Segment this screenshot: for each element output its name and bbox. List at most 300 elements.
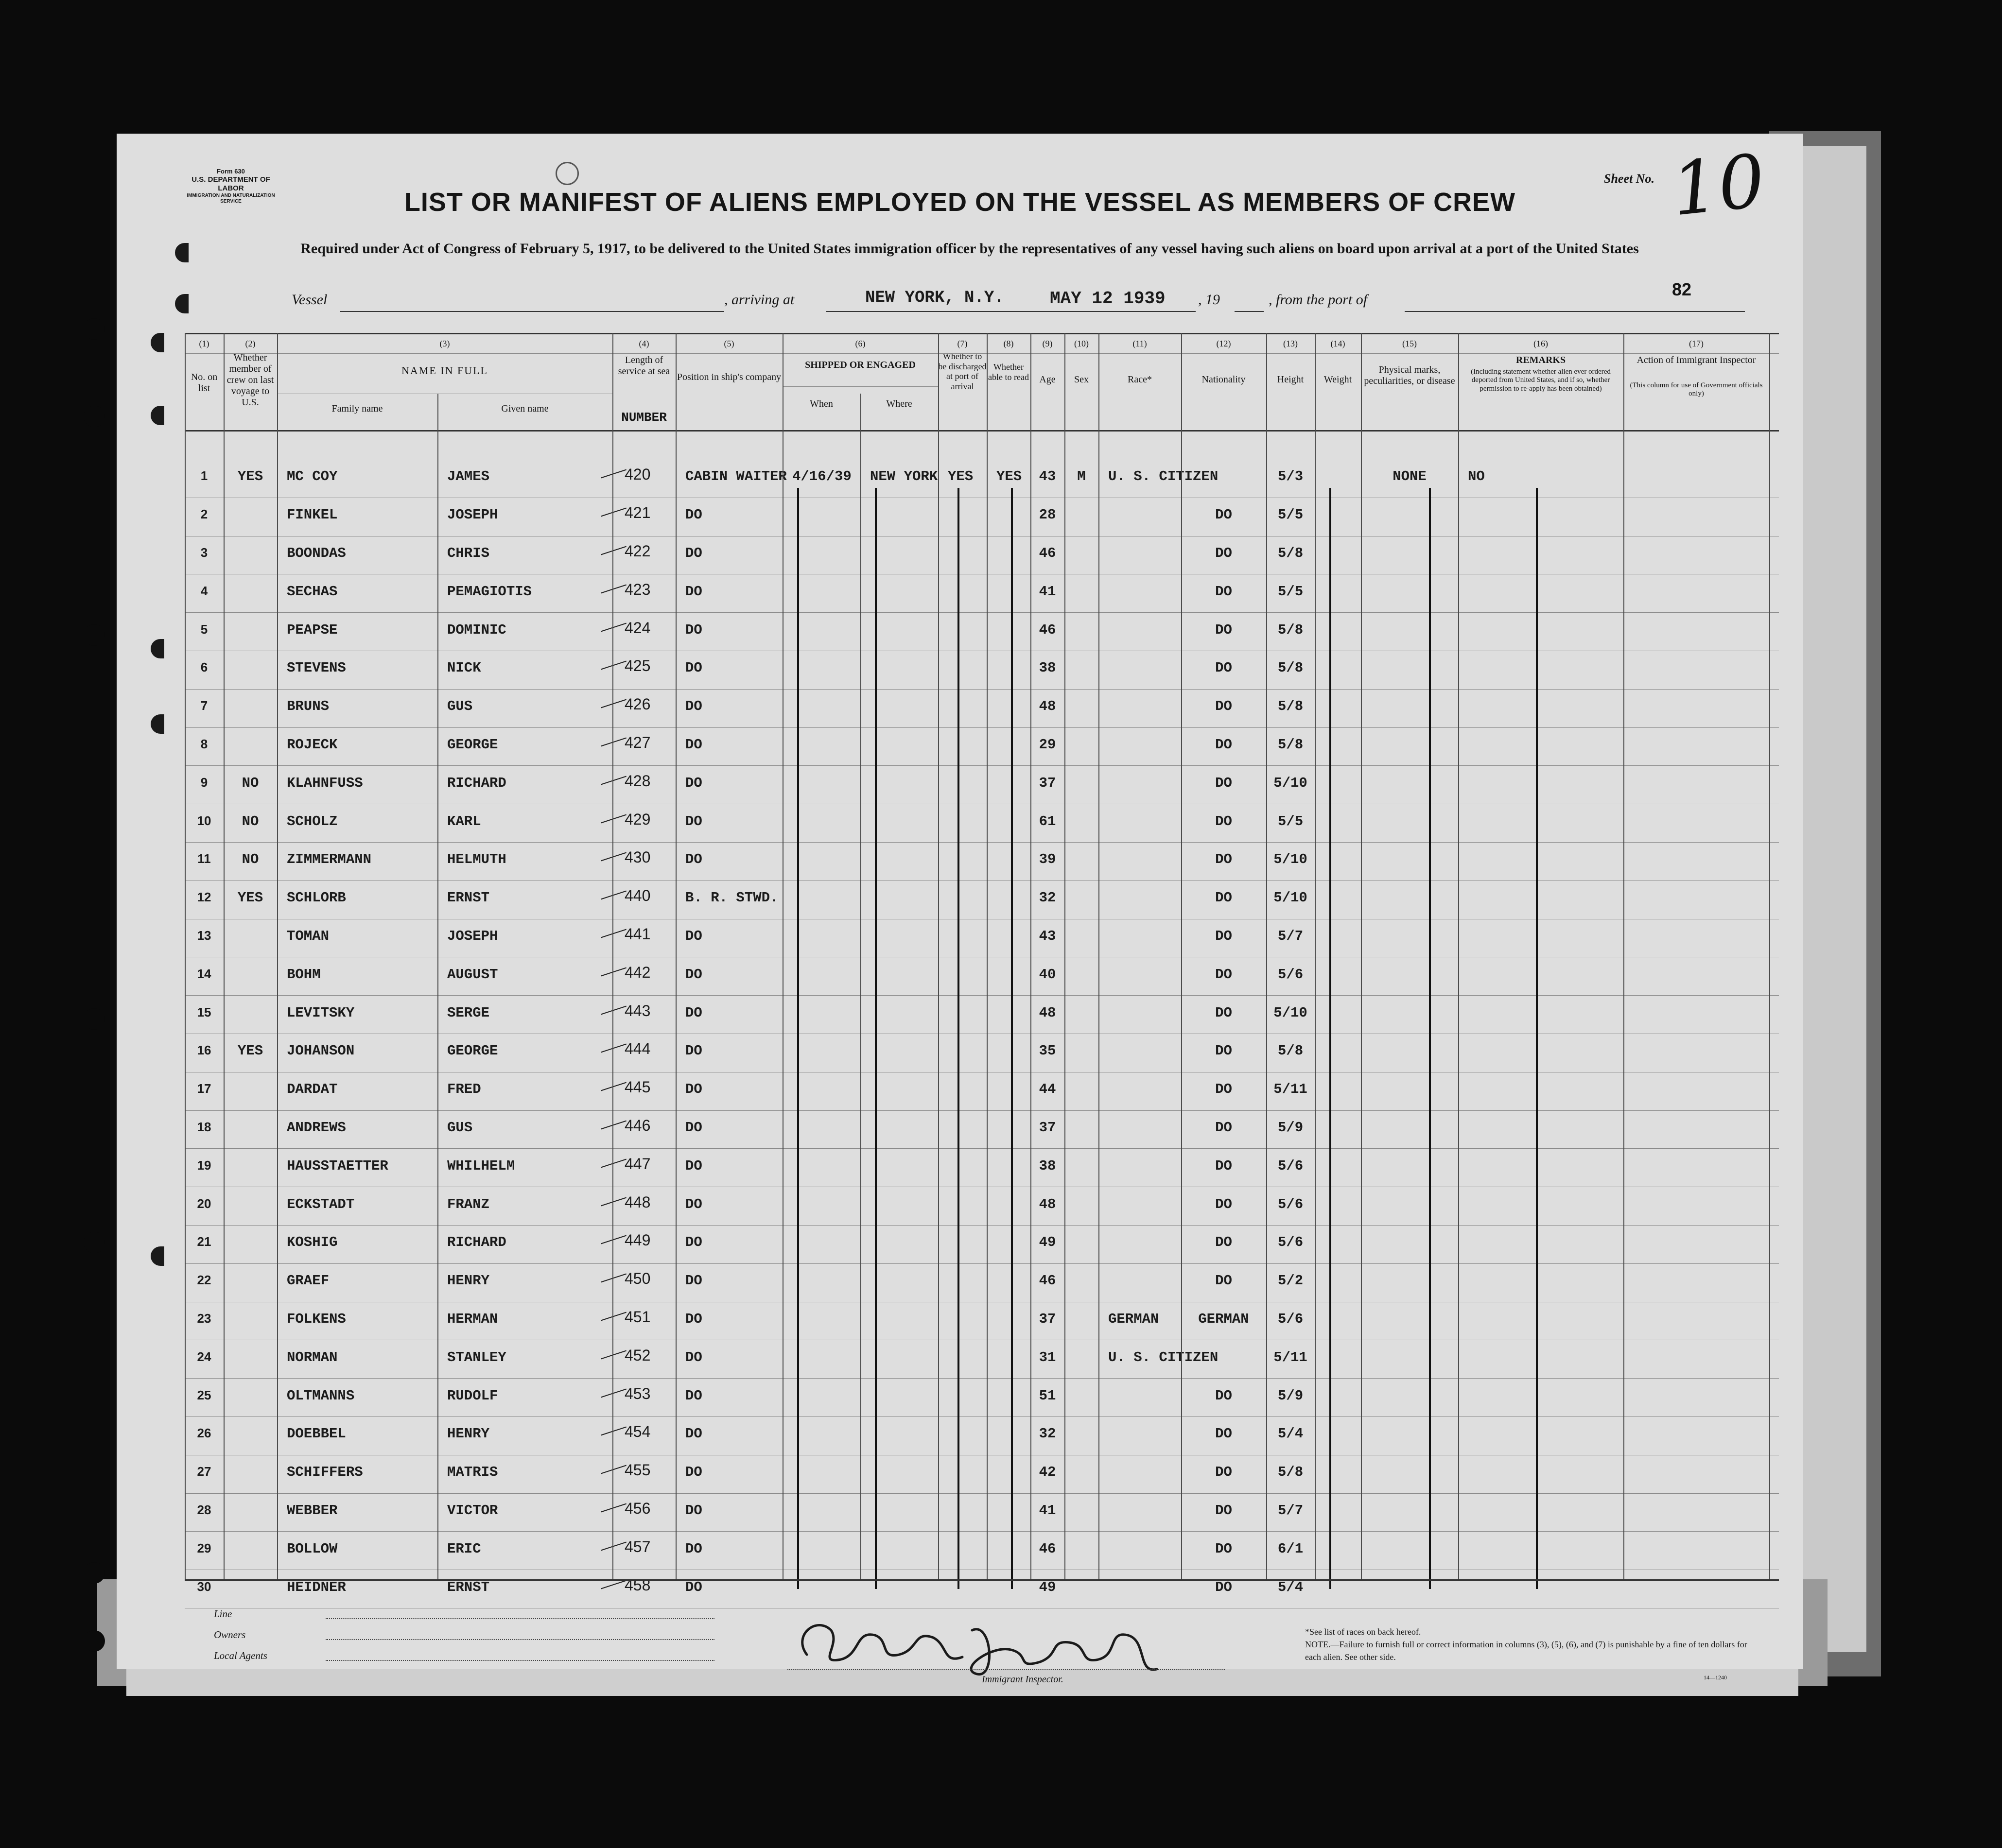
nationality: DO: [1215, 507, 1232, 523]
check-mark-icon: [601, 1580, 627, 1589]
service-number: 428: [625, 772, 651, 790]
column-rule: [860, 394, 861, 1579]
check-mark-icon: [601, 1235, 627, 1244]
sheet-label: Sheet No.: [1604, 172, 1654, 186]
position: DO: [685, 1540, 702, 1557]
row-number: 13: [197, 928, 211, 943]
shipped-where-header: Where: [886, 398, 912, 409]
height: 5/5: [1277, 583, 1304, 600]
family-name: SECHAS: [287, 583, 338, 600]
age: 31: [1039, 1349, 1056, 1365]
position: DO: [685, 1157, 702, 1174]
discharged: YES: [948, 468, 974, 485]
check-mark-icon: [601, 1274, 627, 1283]
age: 48: [1039, 1004, 1056, 1021]
given-name: PEMAGIOTIS: [447, 583, 532, 600]
ditto-stroke: [1329, 488, 1331, 1589]
service-number: 421: [625, 504, 651, 522]
shipped-when: 4/16/39: [792, 468, 852, 485]
position: DO: [685, 851, 702, 868]
family-name: HEIDNER: [287, 1579, 346, 1595]
row-rule: [185, 727, 1779, 728]
position: DO: [685, 928, 702, 944]
check-mark-icon: [601, 1427, 627, 1436]
family-name: FOLKENS: [287, 1311, 346, 1327]
vessel-underline: [340, 311, 724, 312]
col-16-number: (16): [1533, 339, 1548, 348]
service-number: 453: [625, 1384, 651, 1402]
year-underline: [1235, 311, 1264, 312]
given-name: AUGUST: [447, 966, 498, 983]
age: 37: [1039, 1120, 1056, 1136]
manifest-page: [117, 134, 1803, 1685]
punch-hole: [84, 1008, 105, 1030]
given-name: FRANZ: [447, 1196, 490, 1212]
col-11-header: Race*: [1128, 374, 1152, 385]
check-mark-icon: [601, 1044, 627, 1053]
column-rule: [987, 333, 988, 1579]
row-rule: [185, 1225, 1779, 1226]
row-number: 21: [197, 1234, 211, 1249]
nationality: DO: [1215, 1387, 1232, 1404]
height: 5/8: [1277, 698, 1304, 715]
remarks: NO: [1468, 468, 1485, 485]
age: 46: [1039, 622, 1056, 638]
row-number: 22: [197, 1273, 211, 1288]
service-number: 449: [625, 1231, 651, 1249]
service-number: 427: [625, 734, 651, 751]
given-name: MATRIS: [447, 1464, 498, 1481]
position: DO: [685, 660, 702, 676]
age: 43: [1039, 468, 1056, 485]
nationality: DO: [1215, 622, 1232, 638]
column-rule: [1064, 333, 1065, 1579]
position: DO: [685, 1311, 702, 1327]
height: 5/6: [1277, 1234, 1304, 1251]
position: DO: [685, 1081, 702, 1098]
family-name: TOMAN: [287, 928, 330, 944]
check-mark-icon: [601, 852, 627, 862]
height: 5/5: [1277, 507, 1304, 523]
family-name: PEAPSE: [287, 622, 338, 638]
col-4-number: (4): [639, 339, 649, 348]
crew-last-voyage: NO: [242, 775, 259, 791]
col-15-number: (15): [1402, 339, 1417, 348]
position: DO: [685, 737, 702, 753]
circle-mark-icon: [556, 162, 579, 185]
check-mark-icon: [601, 929, 627, 938]
age: 46: [1039, 1273, 1056, 1289]
position: DO: [685, 1464, 702, 1481]
given-name: ERNST: [447, 1579, 490, 1595]
col-6-number: (6): [855, 339, 866, 348]
column-rule: [1030, 333, 1031, 1579]
check-mark-icon: [601, 508, 627, 517]
check-mark-icon: [601, 967, 627, 976]
manifest-table: [185, 333, 1779, 1595]
column-rule: [437, 394, 438, 1579]
crew-last-voyage: YES: [237, 468, 263, 485]
height: 5/8: [1277, 1043, 1304, 1059]
column-rule: [612, 333, 613, 1579]
position: DO: [685, 545, 702, 561]
age: 41: [1039, 1503, 1056, 1519]
height: 5/10: [1273, 851, 1307, 868]
position: DO: [685, 1120, 702, 1136]
nationality: DO: [1215, 813, 1232, 829]
row-number: 1: [200, 468, 208, 484]
binding-hole-icon: [151, 406, 164, 425]
check-mark-icon: [601, 891, 627, 900]
given-name: ERNST: [447, 890, 490, 906]
age: 42: [1039, 1464, 1056, 1481]
line-label: Line: [214, 1608, 232, 1620]
position: DO: [685, 507, 702, 523]
nationality: DO: [1215, 890, 1232, 906]
vessel-label: Vessel: [292, 292, 328, 308]
row-rule: [185, 612, 1779, 613]
height: 5/8: [1277, 737, 1304, 753]
check-mark-icon: [601, 1197, 627, 1206]
able-to-read: YES: [996, 468, 1022, 485]
header-rule: [185, 353, 1779, 354]
given-name: WHILHELM: [447, 1157, 515, 1174]
signature-underline: [787, 1669, 1225, 1670]
service-number: 447: [625, 1155, 651, 1173]
age: 41: [1039, 583, 1056, 600]
given-name: RICHARD: [447, 1234, 506, 1251]
age: 32: [1039, 890, 1056, 906]
age: 37: [1039, 1311, 1056, 1327]
sex: M: [1077, 468, 1086, 485]
position: DO: [685, 813, 702, 829]
department-name: U.S. DEPARTMENT OF LABOR: [191, 175, 270, 192]
given-name: HELMUTH: [447, 851, 506, 868]
col-10-number: (10): [1074, 339, 1089, 348]
age: 35: [1039, 1043, 1056, 1059]
given-name: JAMES: [447, 468, 490, 485]
column-rule: [1266, 333, 1267, 1579]
check-mark-icon: [601, 738, 627, 747]
row-number: 18: [197, 1120, 211, 1134]
position: CABIN WAITER: [685, 468, 787, 485]
nationality: DO: [1215, 1503, 1232, 1519]
service-number: 444: [625, 1040, 651, 1058]
column-rule: [1769, 333, 1770, 1579]
service-name: IMMIGRATION AND NATURALIZATION SERVICE: [187, 192, 275, 204]
row-number: 27: [197, 1464, 211, 1479]
col-17-subheader: (This column for use of Government officials only): [1630, 381, 1763, 398]
age: 46: [1039, 545, 1056, 561]
row-rule: [185, 1148, 1779, 1149]
height: 5/8: [1277, 660, 1304, 676]
col-4-header: Length of service at sea: [618, 355, 670, 377]
ditto-stroke: [957, 488, 959, 1589]
binding-hole-icon: [151, 639, 164, 658]
family-name: MC COY: [287, 468, 338, 485]
check-mark-icon: [601, 1082, 627, 1091]
col-11-number: (11): [1132, 339, 1147, 348]
row-rule: [185, 1378, 1779, 1379]
arriving-port: NEW YORK, N.Y.: [865, 289, 1004, 307]
footer-note: [1305, 1625, 1762, 1663]
family-name: STEVENS: [287, 660, 346, 676]
nationality: DO: [1215, 1464, 1232, 1481]
ditto-stroke: [1536, 488, 1538, 1589]
punch-hole: [84, 318, 105, 340]
ditto-stroke: [875, 488, 877, 1589]
family-name: BOHM: [287, 966, 321, 983]
date-underline: [1030, 311, 1196, 312]
punch-hole: [84, 406, 105, 427]
binding-hole-icon: [175, 294, 189, 313]
backing-sheet-edge: [1798, 146, 1866, 1652]
age: 37: [1039, 775, 1056, 791]
column-rule: [224, 333, 225, 1579]
age: 61: [1039, 813, 1056, 829]
family-name: LEVITSKY: [287, 1004, 355, 1021]
position: DO: [685, 698, 702, 715]
col-16-subheader: (Including statement whether alien ever ordered deported from United States, and if so, whether permission to re-apply has been obtained): [1471, 368, 1611, 393]
local-agents-label: Local Agents: [214, 1650, 267, 1662]
row-number: 25: [197, 1387, 211, 1402]
given-name-header: Given name: [501, 403, 549, 414]
nationality: DO: [1215, 1540, 1232, 1557]
row-number: 10: [197, 813, 211, 828]
family-name: DARDAT: [287, 1081, 338, 1098]
col-1-number: (1): [199, 339, 209, 348]
punch-hole: [84, 1630, 105, 1652]
given-name: DOMINIC: [447, 622, 506, 638]
row-number: 11: [197, 851, 211, 866]
service-number: 443: [625, 1002, 651, 1019]
age: 29: [1039, 737, 1056, 753]
penalty-note: NOTE.—Failure to furnish full or correct information in columns (3), (5), (6), and (7) is punishable by a fine of ten dollars for each alien. See other side.: [1305, 1640, 1747, 1662]
position: DO: [685, 775, 702, 791]
height: 5/8: [1277, 545, 1304, 561]
height: 5/10: [1273, 890, 1307, 906]
service-number: 446: [625, 1117, 651, 1134]
check-mark-icon: [601, 1503, 627, 1513]
row-number: 12: [197, 890, 211, 905]
family-name: GRAEF: [287, 1273, 330, 1289]
nationality: DO: [1215, 1196, 1232, 1212]
race: U. S. CITIZEN: [1108, 468, 1219, 485]
col-9-number: (9): [1042, 339, 1053, 348]
service-number: 450: [625, 1270, 651, 1288]
age: 49: [1039, 1579, 1056, 1595]
col-9-header: Age: [1039, 374, 1056, 385]
arriving-label: , arriving at: [724, 292, 795, 308]
age: 28: [1039, 507, 1056, 523]
binding-hole-icon: [175, 243, 189, 262]
check-mark-icon: [601, 699, 627, 708]
row-rule: [185, 1416, 1779, 1417]
service-number: 452: [625, 1346, 651, 1364]
service-number: 429: [625, 810, 651, 828]
height: 5/9: [1277, 1120, 1304, 1136]
from-port-underline: [1405, 311, 1745, 312]
row-number: 5: [200, 622, 208, 637]
col-3-header: NAME IN FULL: [401, 364, 488, 377]
inspector-label: Immigrant Inspector.: [982, 1674, 1063, 1685]
service-number: 440: [625, 887, 651, 905]
check-mark-icon: [601, 469, 627, 479]
page-title: LIST OR MANIFEST OF ALIENS EMPLOYED ON THE VESSEL AS MEMBERS OF CREW: [404, 188, 1516, 217]
row-number: 23: [197, 1311, 211, 1326]
col-2-number: (2): [245, 339, 256, 348]
table-top-rule: [185, 333, 1779, 334]
check-mark-icon: [601, 776, 627, 785]
given-name: FRED: [447, 1081, 481, 1098]
age: 38: [1039, 1157, 1056, 1174]
col-6-header: SHIPPED OR ENGAGED: [805, 360, 916, 370]
row-number: 20: [197, 1196, 211, 1211]
service-number: 455: [625, 1461, 651, 1479]
column-rule: [1361, 333, 1362, 1579]
given-name: KARL: [447, 813, 481, 829]
given-name: JOSEPH: [447, 507, 498, 523]
col-15-header: Physical marks, peculiarities, or disease: [1364, 364, 1455, 386]
shipped-subheader-rule: [783, 386, 938, 387]
ditto-stroke: [1429, 488, 1431, 1589]
service-number: 457: [625, 1537, 651, 1555]
position: DO: [685, 1004, 702, 1021]
given-name: GUS: [447, 698, 473, 715]
race-note: *See list of races on back hereof.: [1305, 1627, 1421, 1637]
nationality: DO: [1215, 928, 1232, 944]
table-bottom-rule: [185, 1579, 1779, 1581]
family-name: KOSHIG: [287, 1234, 338, 1251]
nationality: DO: [1215, 583, 1232, 600]
family-name: BOONDAS: [287, 545, 346, 561]
row-number: 26: [197, 1426, 211, 1441]
service-number: 422: [625, 542, 651, 560]
check-mark-icon: [601, 1121, 627, 1130]
owners-underline: [326, 1639, 714, 1640]
page-subtitle: Required under Act of Congress of February 5, 1917, to be delivered to the United States immigration officer by the representatives of any vessel having such aliens on board upon arrival at a port of the United States: [300, 241, 1639, 257]
check-mark-icon: [601, 1312, 627, 1321]
row-rule: [185, 689, 1779, 690]
service-number: 441: [625, 925, 651, 943]
family-name: FINKEL: [287, 507, 338, 523]
check-mark-icon: [601, 661, 627, 670]
height: 5/11: [1273, 1081, 1307, 1098]
row-number: 2: [200, 507, 208, 522]
family-name: SCHOLZ: [287, 813, 338, 829]
row-number: 24: [197, 1349, 211, 1364]
nationality: DO: [1215, 1043, 1232, 1059]
position: DO: [685, 1387, 702, 1404]
check-mark-icon: [601, 622, 627, 632]
agents-underline: [326, 1660, 714, 1661]
col-13-header: Height: [1277, 374, 1304, 385]
row-rule: [185, 765, 1779, 766]
position: DO: [685, 1273, 702, 1289]
nationality: DO: [1215, 1081, 1232, 1098]
given-name: RICHARD: [447, 775, 506, 791]
ditto-stroke: [797, 488, 799, 1589]
row-rule: [185, 1493, 1779, 1494]
column-rule: [1458, 333, 1459, 1579]
service-number: 426: [625, 695, 651, 713]
height: 5/2: [1277, 1273, 1304, 1289]
family-name: KLAHNFUSS: [287, 775, 363, 791]
column-rule: [1181, 333, 1182, 1579]
family-name: SCHIFFERS: [287, 1464, 363, 1481]
row-number: 28: [197, 1503, 211, 1517]
row-number: 17: [197, 1081, 211, 1096]
height: 5/6: [1277, 1196, 1304, 1212]
check-mark-icon: [601, 1005, 627, 1015]
position: DO: [685, 966, 702, 983]
family-name: OLTMANNS: [287, 1387, 355, 1404]
nationality: DO: [1215, 775, 1232, 791]
nationality: DO: [1215, 1120, 1232, 1136]
col-14-number: (14): [1330, 339, 1345, 348]
row-number: 15: [197, 1004, 211, 1019]
col-16-header: REMARKS: [1515, 355, 1566, 365]
height: 5/6: [1277, 1311, 1304, 1327]
given-name: HERMAN: [447, 1311, 498, 1327]
col-4-typed-label: NUMBER: [621, 410, 667, 425]
service-number: 425: [625, 657, 651, 675]
line-underline: [326, 1618, 714, 1619]
age: 40: [1039, 966, 1056, 983]
given-name: GEORGE: [447, 1043, 498, 1059]
row-rule: [185, 1531, 1779, 1532]
given-name: NICK: [447, 660, 481, 676]
age: 49: [1039, 1234, 1056, 1251]
service-number: 454: [625, 1423, 651, 1441]
position: DO: [685, 1234, 702, 1251]
footer-labels: [214, 1604, 267, 1666]
family-name: DOEBBEL: [287, 1426, 346, 1442]
col-8-header: Whether able to read: [988, 362, 1029, 382]
crew-last-voyage: YES: [237, 890, 263, 906]
given-name: SERGE: [447, 1004, 490, 1021]
from-port-label: , from the port of: [1269, 292, 1368, 308]
col-14-header: Weight: [1323, 374, 1352, 385]
nationality: DO: [1215, 660, 1232, 676]
given-name: HENRY: [447, 1426, 490, 1442]
column-rule: [185, 333, 186, 1579]
nationality: DO: [1215, 737, 1232, 753]
col-17-header: Action of Immigrant Inspector: [1636, 355, 1756, 365]
age: 38: [1039, 660, 1056, 676]
row-number: 30: [197, 1579, 211, 1594]
height: 5/7: [1277, 1503, 1304, 1519]
header-bottom-rule: [185, 430, 1779, 432]
height: 5/4: [1277, 1426, 1304, 1442]
given-name: HENRY: [447, 1273, 490, 1289]
height: 6/1: [1277, 1540, 1304, 1557]
arrival-date: MAY 12 1939: [1050, 289, 1166, 309]
column-rule: [1098, 333, 1099, 1579]
check-mark-icon: [601, 1388, 627, 1398]
age: 44: [1039, 1081, 1056, 1098]
family-name: BOLLOW: [287, 1540, 338, 1557]
col-13-number: (13): [1283, 339, 1298, 348]
column-rule: [1315, 333, 1316, 1579]
family-name: HAUSSTAETTER: [287, 1157, 388, 1174]
family-name: ROJECK: [287, 737, 338, 753]
arriving-underline: [826, 311, 1030, 312]
row-number: 19: [197, 1157, 211, 1173]
col-3-number: (3): [439, 339, 450, 348]
nationality: DO: [1215, 698, 1232, 715]
given-name: CHRIS: [447, 545, 490, 561]
